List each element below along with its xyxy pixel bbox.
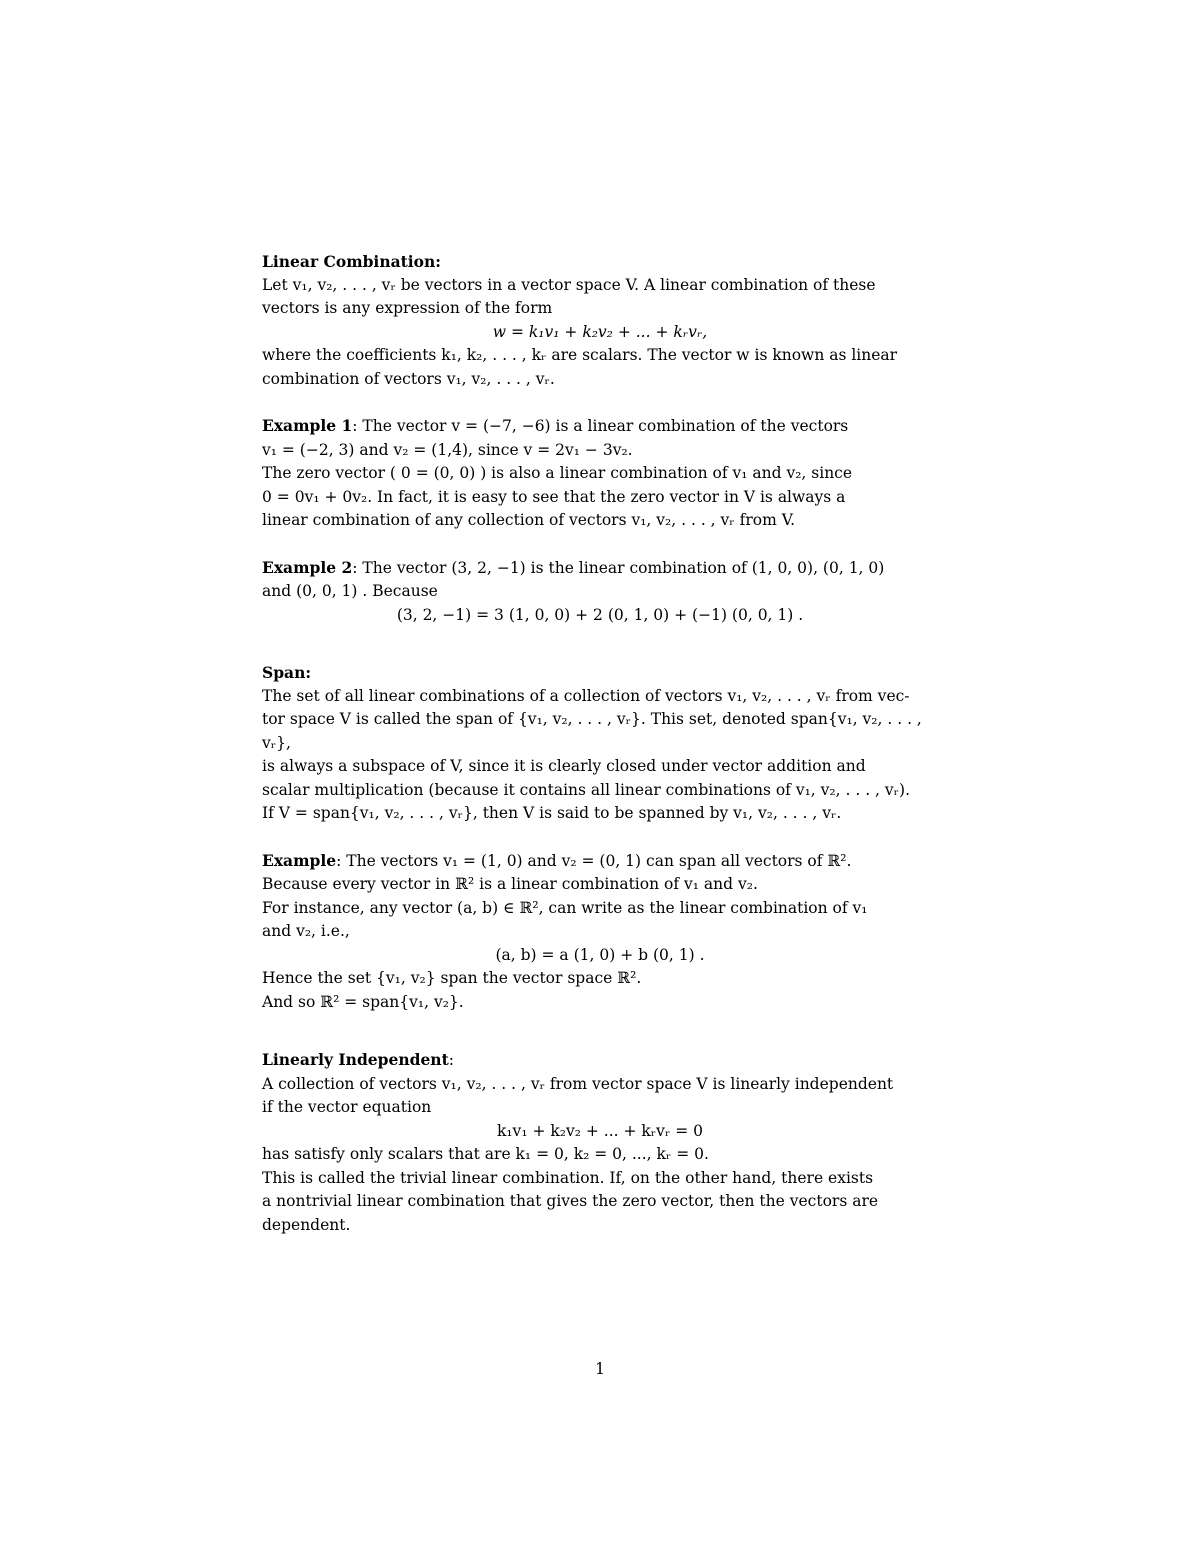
linearly-independent-heading-line [262,1048,938,1073]
linear-combination-heading: Linear Combination: [262,252,442,271]
text-line: Because every vector in ℝ² is a linear combination of v₁ and v₂. [262,875,758,893]
text-line: where the coefficients k₁, k₂, . . . , kᵣ are scalars. The vector w is known as linear [262,346,898,364]
text-span: : The vector (3, 2, −1) is the linear combination of (1, 0, 0), (0, 1, 0) [352,558,885,577]
text-line: if the vector equation [262,1098,432,1116]
example2-label: Example 2 [262,557,353,577]
text-line: A collection of vectors v₁, v₂, . . . , vᵣ from vector space V is linearly independent [262,1074,894,1093]
text-span: : The vectors v₁ = (1, 0) and v₂ = (0, 1) can span all vectors of ℝ². [336,851,852,870]
text-line: and v₂, i.e., [262,922,350,940]
text-line: And so ℝ² = span{v₁, v₂}. [262,992,464,1011]
text-line: v₁ = (−2, 3) and v₂ = (1,4), since v = 2v₁ − 3v₂. [262,440,633,459]
text-line: 0 = 0v₁ + 0v₂. In fact, it is easy to see that the zero vector in V is always a [262,487,846,506]
text-line: combination of vectors v₁, v₂, . . . , vᵣ. [262,369,555,388]
text-line: scalar multiplication (because it contains all linear combinations of v₁, v₂, . . . , vᵣ). [262,780,911,799]
span-example-equation: (a, b) = a (1, 0) + b (0, 1) . [495,945,705,964]
text-line: vectors is any expression of the form [262,299,553,317]
text-line: tor space V is called the span of {v₁, v₂, . . . , vᵣ}. This set, denoted span{v₁, v₂, . . . , vᵣ}, [262,710,922,752]
example1-label: Example 1 [262,416,353,435]
span-example-line [262,849,938,874]
text-line: For instance, any vector (a, b) ∈ ℝ², can write as the linear combination of v₁ [262,898,868,917]
text-span: : [448,1051,454,1069]
text-line: a nontrivial linear combination that gives the zero vector, then the vectors are [262,1192,879,1210]
linear-independence-equation: k₁v₁ + k₂v₂ + ... + kᵣvᵣ = 0 [496,1121,704,1140]
example2-equation: (3, 2, −1) = 3 (1, 0, 0) + 2 (0, 1, 0) + (−1) (0, 0, 1) . [396,605,804,624]
text-line: The zero vector ( 0 = (0, 0) ) is also a linear combination of v₁ and v₂, since [262,464,853,482]
text-line: dependent. [262,1215,351,1234]
text-line: Let v₁, v₂, . . . , vᵣ be vectors in a vector space V. A linear combination of these [262,275,876,294]
span-heading: Span: [262,663,312,682]
page-number: 1 [595,1360,605,1378]
text-line: is always a subspace of V, since it is clearly closed under vector addition and [262,757,866,775]
linear-combination-equation: w = k₁v₁ + k₂v₂ + ... + kᵣvᵣ, [492,322,708,341]
span-example-label: Example [262,850,337,870]
text-line: and (0, 0, 1) . Because [262,582,438,600]
example2-line [262,556,938,581]
text-line: If V = span{v₁, v₂, . . . , vᵣ}, then V is said to be spanned by v₁, v₂, . . . , vᵣ. [262,804,842,822]
page-content [262,250,938,1237]
example1-line [262,414,938,439]
text-span: : The vector v = (−7, −6) is a linear combination of the vectors [352,417,849,435]
text-line: has satisfy only scalars that are k₁ = 0, k₂ = 0, ..., kᵣ = 0. [262,1145,709,1163]
text-line: linear combination of any collection of vectors v₁, v₂, . . . , vᵣ from V. [262,511,796,529]
text-line: Hence the set {v₁, v₂} span the vector space ℝ². [262,969,642,987]
text-line: This is called the trivial linear combination. If, on the other hand, there exists [262,1168,874,1187]
text-line: The set of all linear combinations of a collection of vectors v₁, v₂, . . . , vᵣ from vec- [262,686,910,705]
linearly-independent-heading: Linearly Independent [262,1050,449,1069]
